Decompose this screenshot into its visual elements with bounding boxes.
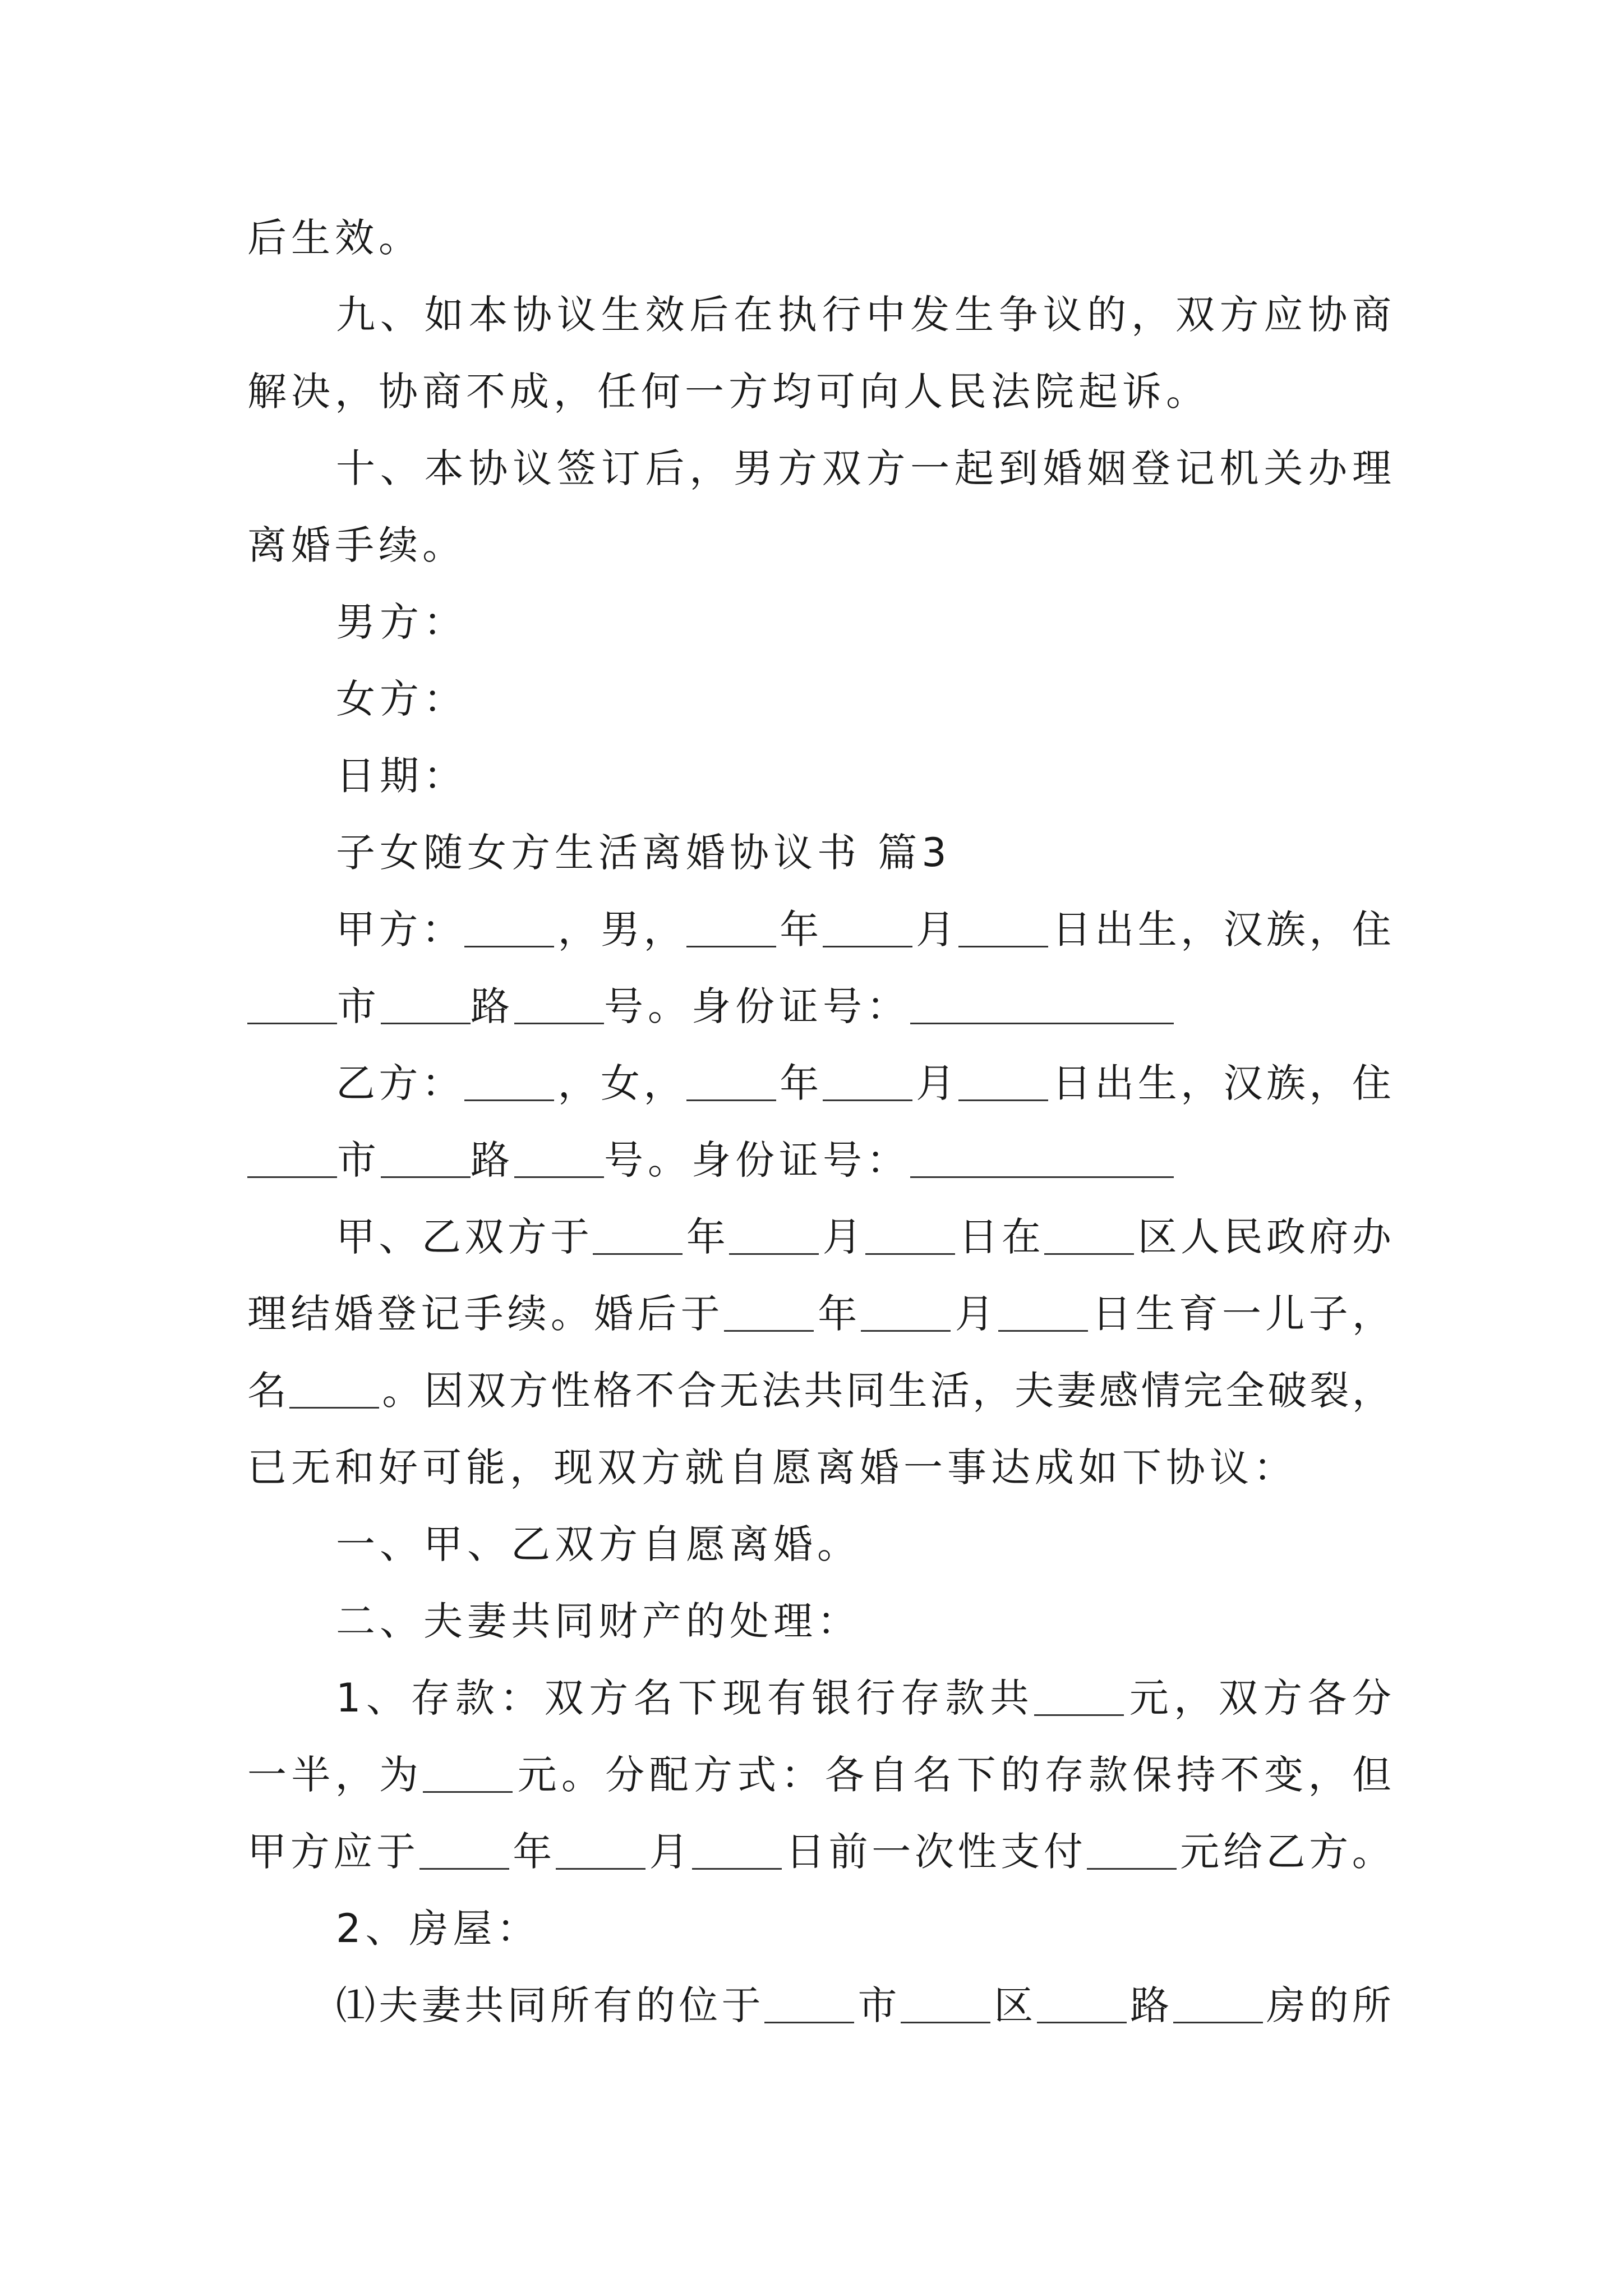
text-line: 解决，协商不成，任何一方均可向人民法院起诉。 xyxy=(247,369,1210,415)
text-line: 市 路 号。身份证号： xyxy=(247,968,1391,1045)
fill-in-blank xyxy=(1087,1867,1177,1870)
fill-in-blank xyxy=(686,1099,776,1101)
fill-in-blank xyxy=(1037,2021,1127,2023)
document-body xyxy=(247,200,1391,2044)
fill-in-blank xyxy=(1034,1714,1124,1716)
fill-in-blank xyxy=(423,1791,513,1793)
text-line: ⑴ 夫 妻 共 同 所 有 的 位 于 市 区 路 房 的 所 xyxy=(336,1982,1391,2028)
fill-in-blank xyxy=(289,1406,379,1409)
text-line: 九 、 如 本 协 议 生 效 后 在 执 行 中 发 生 争 议 的 ， 双 方 应 协 商 xyxy=(336,292,1391,338)
fill-in-blank xyxy=(823,1099,912,1101)
fill-in-blank xyxy=(381,1022,471,1024)
text-line: 理 结 婚 登 记 手 续 。 婚 后 于 年 月 日 生 育 一 儿 子 ， xyxy=(247,1291,1391,1337)
fill-in-blank xyxy=(764,2021,854,2023)
text-line: 乙 方 ： ， 女 ， 年 月 日 出 生 ， 汉 族 ， 住 xyxy=(336,1060,1391,1106)
text-line: 后生效。 xyxy=(247,215,422,261)
fill-in-blank xyxy=(910,1176,1174,1178)
fill-in-blank xyxy=(381,1176,471,1178)
text-line: 一、甲、乙双方自愿离婚。 xyxy=(336,1521,861,1567)
text-line: 一 半 ， 为 元 。 分 配 方 式 ： 各 自 名 下 的 存 款 保 持 不 变 ， 但 xyxy=(247,1752,1391,1798)
text-line: 市 路 号。身份证号： xyxy=(247,1122,1391,1199)
section-heading: 子女随女方生活离婚协议书 篇3 xyxy=(336,830,951,876)
fill-in-blank xyxy=(514,1176,604,1178)
fill-in-blank xyxy=(686,945,776,947)
fill-in-blank xyxy=(823,945,912,947)
fill-in-blank xyxy=(1044,1253,1134,1255)
text-line: 二、夫妻共同财产的处理： xyxy=(336,1598,861,1644)
fill-in-blank xyxy=(729,1253,819,1255)
text-line: 十 、 本 协 议 签 订 后 ， 男 方 双 方 一 起 到 婚 姻 登 记 机 关 办 理 xyxy=(336,445,1391,491)
text-line: 已无和好可能，现双方就自愿离婚一事达成如下协议： xyxy=(247,1444,1297,1490)
text-line: 离婚手续。 xyxy=(247,522,466,568)
fill-in-blank xyxy=(692,1867,782,1870)
text-line: 甲 方 ： ， 男 ， 年 月 日 出 生 ， 汉 族 ， 住 xyxy=(336,907,1391,953)
fill-in-blank xyxy=(861,1329,951,1332)
fill-in-blank xyxy=(724,1329,814,1332)
fill-in-blank xyxy=(901,2021,990,2023)
fill-in-blank xyxy=(998,1329,1088,1332)
text-line: 男方： xyxy=(336,599,467,645)
fill-in-blank xyxy=(464,1099,554,1101)
fill-in-blank xyxy=(958,945,1048,947)
text-line: 甲 、 乙 双 方 于 年 月 日 在 区 人 民 政 府 办 xyxy=(336,1214,1391,1260)
fill-in-blank xyxy=(958,1099,1048,1101)
text-line: 女方： xyxy=(336,676,467,722)
fill-in-blank xyxy=(910,1022,1174,1024)
text-line: 甲 方 应 于 年 月 日 前 一 次 性 支 付 元 给 乙 方 。 xyxy=(247,1829,1391,1875)
text-line: 日期： xyxy=(336,753,467,799)
fill-in-blank xyxy=(247,1022,337,1024)
fill-in-blank xyxy=(1173,2021,1263,2023)
fill-in-blank xyxy=(865,1253,955,1255)
fill-in-blank xyxy=(247,1176,337,1178)
text-line: 名 。 因 双 方 性 格 不 合 无 法 共 同 生 活 ， 夫 妻 感 情 完 全 破 裂 ， xyxy=(247,1368,1391,1414)
fill-in-blank xyxy=(514,1022,604,1024)
text-line: 1 、 存 款 ： 双 方 名 下 现 有 银 行 存 款 共 元 ， 双 方 各 分 xyxy=(336,1675,1391,1721)
fill-in-blank xyxy=(556,1867,645,1870)
text-line: 2、房屋： xyxy=(336,1906,541,1952)
fill-in-blank xyxy=(593,1253,683,1255)
fill-in-blank xyxy=(419,1867,509,1870)
fill-in-blank xyxy=(464,945,554,947)
